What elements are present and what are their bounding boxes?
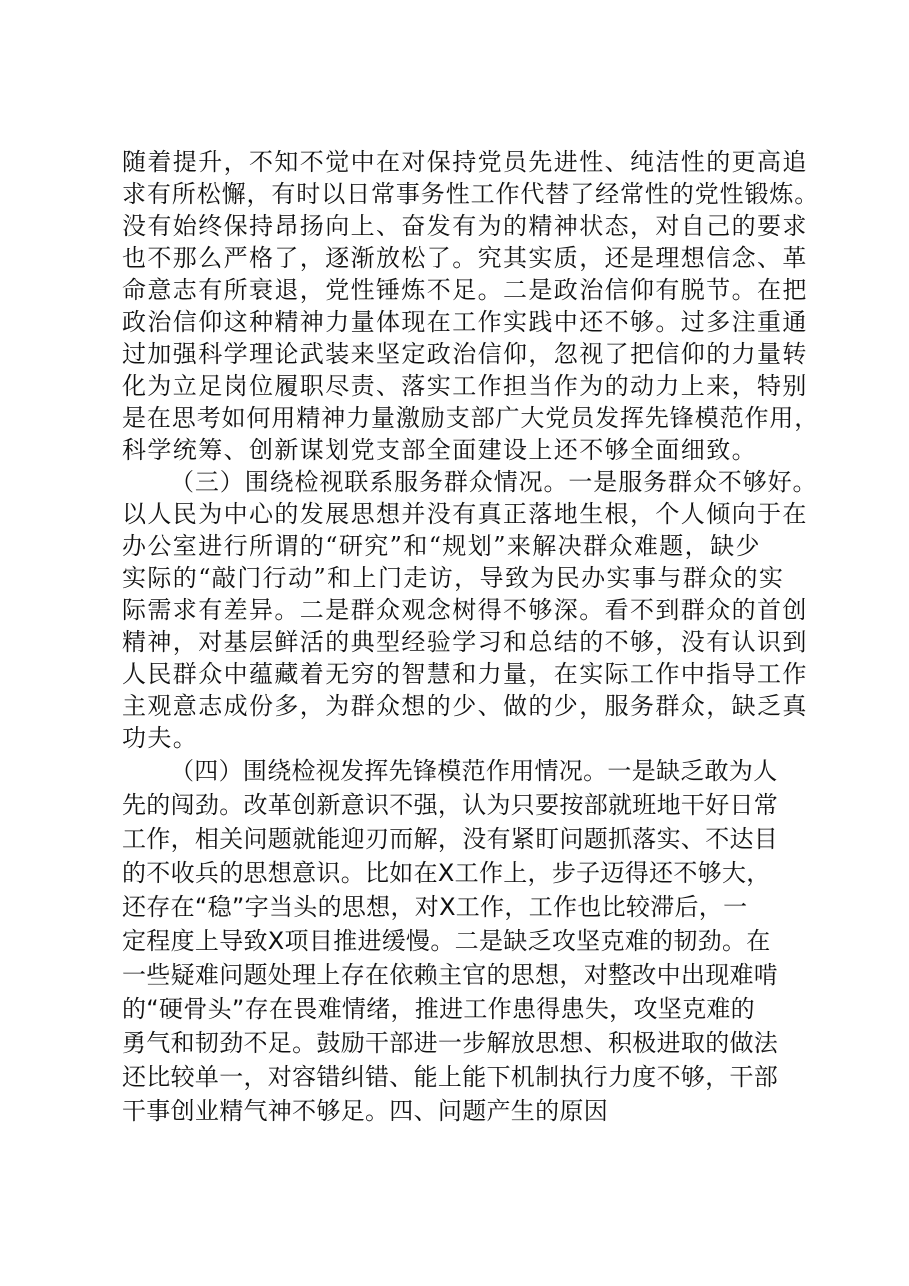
text-line: 一些疑难问题处理上存在依赖主官的思想，对整改中出现难啃: [122, 961, 779, 989]
document-body: [122, 146, 820, 1128]
text-line: 勇气和韧劲不足。鼓励干部进一步解放思想、积极进取的做法: [122, 1029, 779, 1057]
text-line: 先的闯劲。改革创新意识不强，认为只要按部就班地干好日常: [122, 791, 779, 819]
text-line: 办公室进行所谓的“研究”和“规划”来解决群众难题，缺少: [122, 532, 761, 560]
text-line: 过加强科学理论武装来坚定政治信仰，忽视了把信仰的力量转: [122, 340, 808, 368]
text-line: 是在思考如何用精神力量激励支部广大党员发挥先锋模范作用，: [122, 404, 820, 432]
text-line: 也不那么严格了，逐渐放松了。究其实质，还是理想信念、革: [122, 244, 808, 272]
text-line: 还存在“稳”字当头的思想，对X工作，工作也比较滞后，一: [122, 893, 748, 921]
text-line: 干事创业精气神不够足。四、问题产生的原因: [122, 1097, 608, 1125]
text-line: 功夫。: [122, 724, 199, 752]
paragraph-section-3: [122, 466, 820, 754]
text-line: 定程度上导致X项目推进缓慢。二是缺乏攻坚克难的韧劲。在: [122, 927, 771, 955]
text-line: 科学统筹、创新谋划党支部全面建设上还不够全面细致。: [122, 436, 757, 464]
text-line: 精神，对基层鲜活的典型经验学习和总结的不够，没有认识到: [122, 628, 808, 656]
text-line: 随着提升，不知不觉中在对保持党员先进性、纯洁性的更高追: [122, 148, 808, 176]
section-heading-line: （四）围绕检视发挥先锋模范作用情况。一是缺乏敢为人: [170, 757, 778, 785]
text-line: 求有所松懈，有时以日常事务性工作代替了经常性的党性锻炼。: [122, 180, 820, 208]
text-line: 命意志有所衰退，党性锤炼不足。二是政治信仰有脱节。在把: [122, 276, 808, 304]
text-line: 政治信仰这种精神力量体现在工作实践中还不够。过多注重通: [122, 308, 808, 336]
paragraph-continuation: [122, 146, 820, 466]
text-line: 际需求有差异。二是群众观念树得不够深。看不到群众的首创: [122, 596, 808, 624]
text-line: 的“硬骨头”存在畏难情绪，推进工作患得患失，攻坚克难的: [122, 995, 755, 1023]
paragraph-section-4: [122, 754, 820, 1128]
text-line: 工作，相关问题就能迎刃而解，没有紧盯问题抓落实、不达目: [122, 825, 779, 853]
text-line: 还比较单一，对容错纠错、能上能下机制执行力度不够，干部: [122, 1063, 779, 1091]
text-line: 没有始终保持昂扬向上、奋发有为的精神状态，对自己的要求: [122, 212, 808, 240]
text-line: 主观意志成份多，为群众想的少、做的少，服务群众，缺乏真: [122, 692, 808, 720]
text-line: 化为立足岗位履职尽责、落实工作担当作为的动力上来，特别: [122, 372, 808, 400]
text-line: 实际的“敲门行动”和上门走访，导致为民办实事与群众的实: [122, 564, 785, 592]
text-line: 的不收兵的思想意识。比如在X工作上，步子迈得还不够大，: [122, 859, 771, 887]
text-line: 以人民为中心的发展思想并没有真正落地生根，个人倾向于在: [122, 500, 808, 528]
section-heading-line: （三）围绕检视联系服务群众情况。一是服务群众不够好。: [170, 468, 818, 496]
text-line: 人民群众中蕴藏着无穷的智慧和力量，在实际工作中指导工作: [122, 660, 808, 688]
